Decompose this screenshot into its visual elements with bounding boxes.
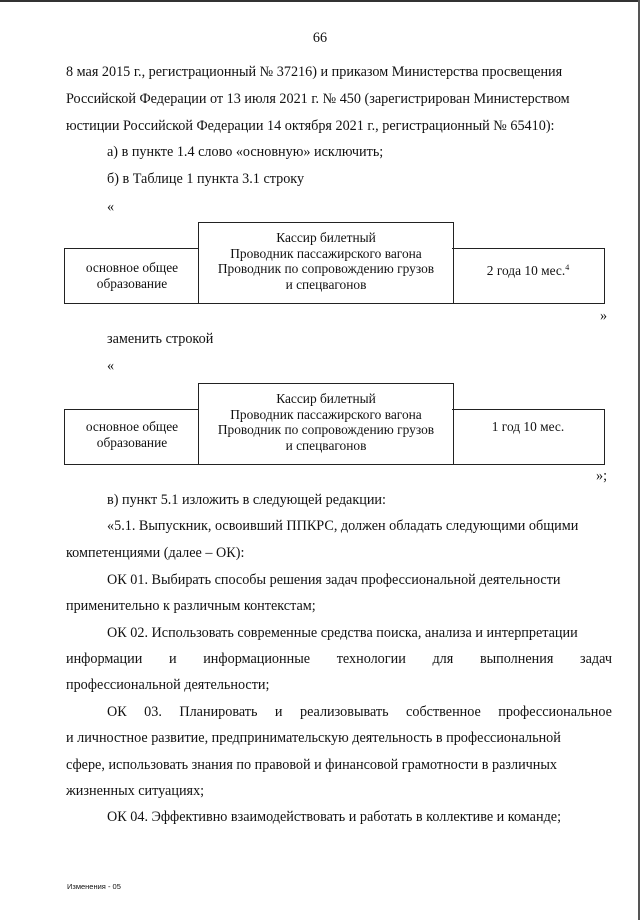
item-a: а) в пункте 1.4 слово «основную» исключить; [107,144,384,160]
old-professions-cell [198,222,454,304]
new-duration: 1 год 10 мес. [491,419,565,434]
intro-line-3: юстиции Российской Федерации 14 октября 2021 г., регистрационный № 65410): [66,118,555,134]
page-number: 66 [312,30,328,46]
item-b: б) в Таблице 1 пункта 3.1 строку [107,171,305,187]
old-education-1: основное общее [85,260,179,275]
footer-label: Изменения - 05 [67,882,121,891]
old-duration-cell [452,248,605,304]
p51-line-2: компетенциями (далее – ОК): [66,545,245,561]
open-quote-2: « [107,358,115,374]
footnote-mark: 4 [565,263,570,272]
new-education-cell [64,409,199,465]
intro-line-1: 8 мая 2015 г., регистрационный № 37216) и приказом Министерства просвещения [66,64,563,80]
ok03-line-2: и личностное развитие, предпринимательскую деятельность в профессиональной [66,730,561,746]
ok01-line-1: ОК 01. Выбирать способы решения задач профессиональной деятельности [107,572,561,588]
new-duration-cell [452,409,605,465]
ok03-line-3: сфере, использовать знания по правовой и финансовой грамотности в различных [66,757,558,773]
intro-line-2: Российской Федерации от 13 июля 2021 г. № 450 (зарегистрирован Министерством [66,91,570,107]
old-education-cell [64,248,199,304]
old-duration: 2 года 10 мес. [486,263,566,278]
new-education-2: образование [96,434,168,450]
new-education-1: основное общее [85,419,179,434]
scan-top-edge [0,0,640,2]
ok04: ОК 04. Эффективно взаимодействовать и работать в коллективе и команде; [107,809,562,825]
close-quote-1: » [600,308,608,324]
new-profession-4: и спецвагонов [285,437,367,453]
new-profession-1: Кассир билетный [276,391,376,406]
ok02-line-2: информации и информационные технологии для выполнения задач [66,651,612,667]
ok03-line-1: ОК 03. Планировать и реализовывать собственное профессиональное [107,704,612,720]
new-profession-3: Проводник по сопровождению грузов [217,422,435,438]
old-profession-2: Проводник пассажирского вагона [230,245,422,261]
old-education-2: образование [96,275,168,291]
p51-line-1: «5.1. Выпускник, освоивший ППКРС, должен обладать следующими общими [107,518,579,534]
ok03-line-4: жизненных ситуациях; [66,783,205,799]
ok02-line-1: ОК 02. Использовать современные средства поиска, анализа и интерпретации [107,625,578,641]
item-c: в) пункт 5.1 изложить в следующей редакции: [107,492,386,508]
replace-text: заменить строкой [107,331,214,347]
close-quote-2: »; [596,468,608,484]
old-profession-3: Проводник по сопровождению грузов [217,261,435,277]
open-quote-1: « [107,199,115,215]
new-professions-cell [198,383,454,465]
old-profession-4: и спецвагонов [285,276,367,292]
new-profession-2: Проводник пассажирского вагона [230,406,422,422]
old-profession-1: Кассир билетный [276,230,376,245]
ok01-line-2: применительно к различным контекстам; [66,598,316,614]
ok02-line-3: профессиональной деятельности; [66,677,270,693]
